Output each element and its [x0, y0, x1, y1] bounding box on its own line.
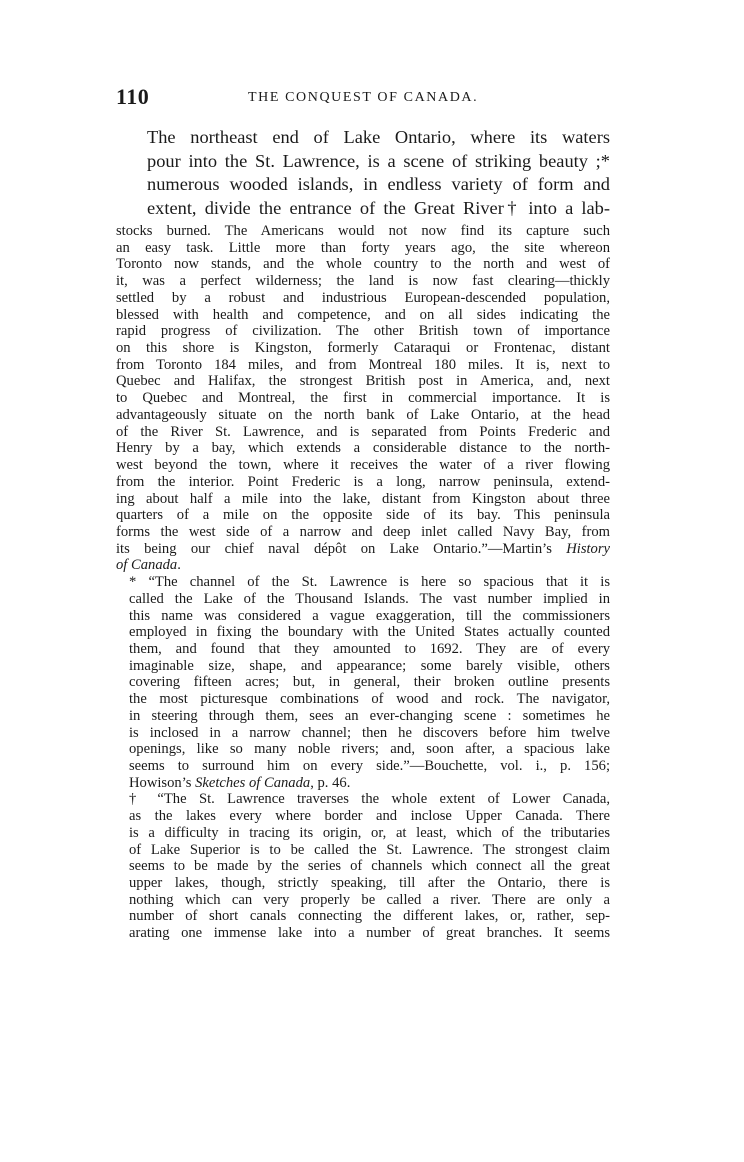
footnote-continuation [116, 223, 610, 574]
footnote-line: settled by a robust and industrious European-descended population, [116, 289, 610, 306]
footnote-line: nothing which can very properly be called a river. There are only a [129, 891, 610, 908]
citation-title-part: History [566, 540, 610, 557]
footnote-line: Toronto now stands, and the whole country to the north and west of [116, 256, 610, 273]
book-page [116, 84, 610, 942]
footnote-line: is inclosed in a narrow channel; then he discovers before him twelve [129, 724, 610, 741]
body-line: pour into the St. Lawrence, is a scene of striking beauty ;* [147, 150, 610, 171]
running-title: THE CONQUEST OF CANADA. [248, 90, 479, 105]
footnote-line: advantageously situate on the north bank of Lake Ontario, at the head [116, 406, 610, 423]
footnote-line: seems to surround him on every side.”—Bouchette, vol. i., p. 156; [129, 758, 610, 774]
footnote-line: this name was considered a vague exaggeration, till the commissioners [129, 607, 610, 624]
footnote-line: in steering through them, sees an ever-changing scene : sometimes he [129, 707, 610, 724]
footnote-asterisk [116, 574, 610, 791]
footnote-line [116, 557, 610, 574]
footnote-dagger [116, 791, 610, 941]
footnote-line: † “The St. Lawrence traverses the whole extent of Lower Canada, [129, 791, 610, 808]
citation-title-part: of Canada [116, 557, 178, 574]
footnote-line: covering fifteen acres; but, in general, their broken outline presents [129, 674, 610, 691]
footnote-line: Quebec and Halifax, the strongest British post in America, and, next [116, 373, 610, 390]
footnote-line: arating one immense lake into a number of great branches. It seems [129, 925, 610, 942]
footnote-line: Henry by a bay, which extends a considerable distance to the north- [116, 440, 610, 457]
footnote-line: to Quebec and Montreal, the first in commercial importance. It is [116, 390, 610, 407]
footnote-line: number of short canals connecting the different lakes, or, rather, sep- [129, 908, 610, 925]
footnote-line: forms the west side of a narrow and deep inlet called Navy Bay, from [116, 523, 610, 540]
page-number: 110 [116, 84, 150, 109]
footnote-line: employed in fixing the boundary with the United States actually counted [129, 624, 610, 641]
body-line: extent, divide the entrance of the Great River† into a lab- [147, 197, 610, 218]
footnote-line: them, and found that they amounted to 1692. They are of every [129, 640, 610, 657]
footnote-line: blessed with health and competence, and on all sides indicating the [116, 306, 610, 323]
footnote-line-citation [116, 541, 610, 558]
footnote-line: on this shore is Kingston, formerly Cataraqui or Frontenac, distant [116, 340, 610, 357]
footnote-line: upper lakes, though, strictly speaking, till after the Ontario, there is [129, 875, 610, 892]
footnote-line: openings, like so many noble rivers; and, soon after, a spacious lake [129, 741, 610, 758]
footnote-line: ing about half a mile into the lake, distant from Kingston about three [116, 490, 610, 507]
citation-title: Sketches of Canada [195, 774, 311, 791]
footnote-line: rapid progress of civilization. The other British town of importance [116, 323, 610, 340]
footnote-line: imaginable size, shape, and appearance; some barely visible, others [129, 657, 610, 674]
footnote-line-citation [116, 775, 610, 792]
footnote-line: called the Lake of the Thousand Islands. The vast number implied in [129, 590, 610, 607]
footnote-line: of Lake Superior is to be called the St. Lawrence. The strongest claim [129, 841, 610, 858]
main-paragraph [116, 126, 610, 220]
footnote-line: an easy task. Little more than forty years ago, the site whereon [116, 239, 610, 256]
footnote-line: seems to be made by the series of channels which connect all the great [129, 858, 610, 875]
footnote-line: stocks burned. The Americans would not now find its capture such [116, 223, 610, 239]
footnote-line: from Toronto 184 miles, and from Montreal 180 miles. It is, next to [116, 356, 610, 373]
citation-author: Howison’s [129, 774, 192, 791]
citation-page: , p. 46. [310, 774, 351, 791]
footnote-line: it, was a perfect wilderness; the land is now fast clearing—thickly [116, 273, 610, 290]
footnote-line: from the interior. Point Frederic is a long, narrow peninsula, extend- [116, 473, 610, 490]
footnote-line: as the lakes every where border and inclose Upper Canada. There [129, 808, 610, 825]
footnote-line: is a difficulty in tracing its origin, or, at least, which of the tributaries [129, 824, 610, 841]
citation-text: its being our chief naval dépôt on Lake Ontario.”—Martin’s [116, 540, 552, 557]
body-line: The northeast end of Lake Ontario, where its waters [147, 127, 610, 147]
citation-end: . [177, 557, 181, 574]
footnote-line: the most picturesque combinations of wood and rock. The navigator, [129, 691, 610, 708]
footnote-line: west beyond the town, where it receives the water of a river flowing [116, 457, 610, 474]
footnote-line: of the River St. Lawrence, and is separated from Points Frederic and [116, 423, 610, 440]
footnote-line: * “The channel of the St. Lawrence is here so spacious that it is [129, 574, 610, 591]
body-line: numerous wooded islands, in endless variety of form and [147, 174, 610, 194]
page-header [116, 84, 610, 110]
footnote-line: quarters of a mile on the opposite side of its bay. This peninsula [116, 507, 610, 524]
